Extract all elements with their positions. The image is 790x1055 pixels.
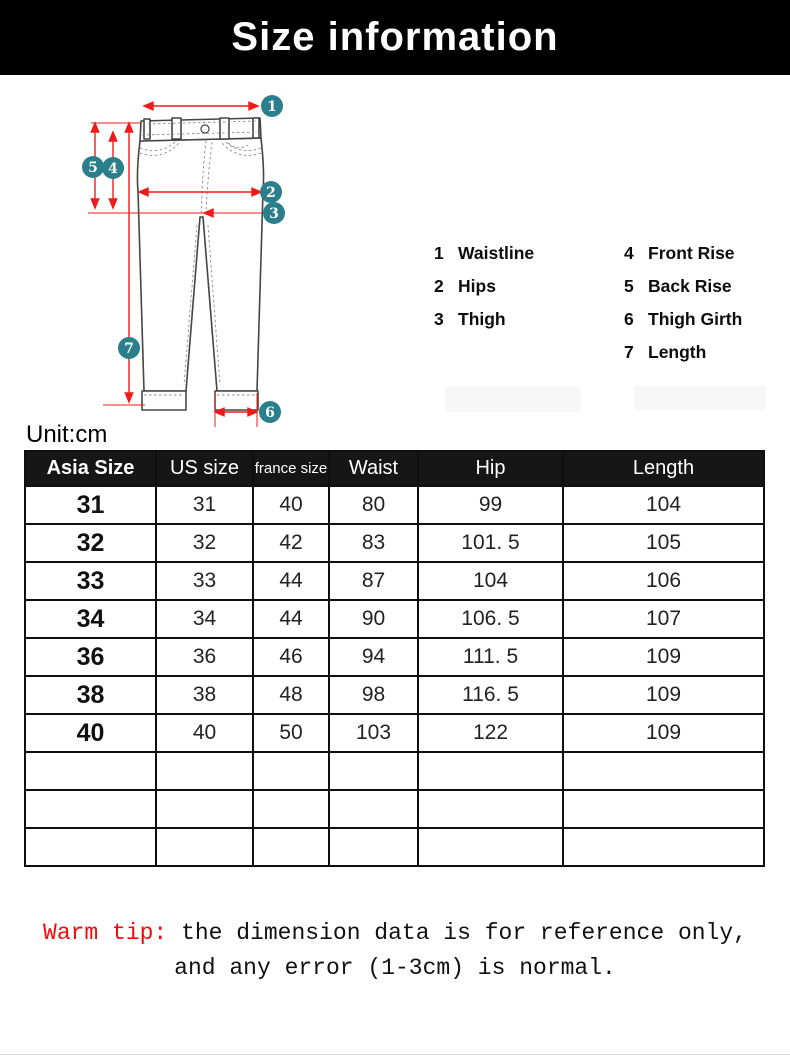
measure-marker-6 xyxy=(259,401,281,423)
legend-right-column xyxy=(624,243,742,375)
size-table-container xyxy=(24,450,765,867)
table-row xyxy=(25,714,764,752)
table-cell xyxy=(329,828,418,866)
table-header-row xyxy=(25,451,764,486)
table-cell: 80 xyxy=(329,486,418,524)
table-cell: 106 xyxy=(563,562,764,600)
legend-item-front-rise xyxy=(624,243,742,264)
table-cell: 98 xyxy=(329,676,418,714)
table-cell: 31 xyxy=(156,486,253,524)
legend-label: Waistline xyxy=(458,243,535,263)
marker-number: 5 xyxy=(88,160,98,176)
table-cell: 38 xyxy=(25,676,156,714)
warm-tip-line-2: and any error (1-3cm) is normal. xyxy=(174,955,616,981)
measure-marker-7 xyxy=(118,337,140,359)
faded-highlight xyxy=(634,386,766,410)
legend-label: Thigh Girth xyxy=(648,309,743,329)
warm-tip-line-1 xyxy=(0,916,790,951)
table-cell: 31 xyxy=(25,486,156,524)
table-cell: 94 xyxy=(329,638,418,676)
table-row xyxy=(25,524,764,562)
pants-measurement-diagram xyxy=(60,85,390,435)
table-cell: 46 xyxy=(253,638,329,676)
table-cell: 87 xyxy=(329,562,418,600)
table-cell xyxy=(156,828,253,866)
marker-number: 2 xyxy=(266,185,276,201)
table-cell xyxy=(25,752,156,790)
table-cell: 109 xyxy=(563,676,764,714)
table-cell xyxy=(418,752,563,790)
measure-marker-3 xyxy=(263,202,285,224)
table-cell: 40 xyxy=(253,486,329,524)
legend-item-length xyxy=(624,342,742,363)
measure-marker-5 xyxy=(82,156,104,178)
legend-number: 6 xyxy=(624,309,634,329)
legend-number: 2 xyxy=(434,276,444,296)
legend-number: 4 xyxy=(624,243,634,263)
warm-tip-text: the dimension data is for reference only, xyxy=(181,920,747,946)
legend-item-waistline xyxy=(434,243,534,264)
table-cell: 109 xyxy=(563,714,764,752)
legend-label: Thigh xyxy=(458,309,506,329)
legend-number: 3 xyxy=(434,309,444,329)
legend-item-back-rise xyxy=(624,276,742,297)
marker-number: 7 xyxy=(124,341,134,357)
legend-number: 5 xyxy=(624,276,634,296)
header-france-size: france size xyxy=(253,451,329,486)
header-hip: Hip xyxy=(418,451,563,486)
table-cell: 33 xyxy=(25,562,156,600)
table-cell: 36 xyxy=(25,638,156,676)
table-cell: 122 xyxy=(418,714,563,752)
table-row xyxy=(25,486,764,524)
table-cell: 83 xyxy=(329,524,418,562)
table-cell: 90 xyxy=(329,600,418,638)
table-cell: 104 xyxy=(563,486,764,524)
table-cell: 105 xyxy=(563,524,764,562)
table-cell xyxy=(156,790,253,828)
page-title: Size information xyxy=(231,15,559,59)
page-header xyxy=(0,0,790,75)
size-table xyxy=(24,450,765,867)
legend-item-thigh-girth xyxy=(624,309,742,330)
warm-tip-label: Warm tip: xyxy=(43,920,168,946)
table-cell xyxy=(156,752,253,790)
table-row xyxy=(25,600,764,638)
table-row xyxy=(25,752,764,790)
unit-label: Unit:cm xyxy=(26,421,108,448)
legend-left-column xyxy=(434,243,534,342)
measure-marker-4 xyxy=(102,157,124,179)
faded-highlight xyxy=(445,386,581,412)
table-cell: 101. 5 xyxy=(418,524,563,562)
table-cell xyxy=(25,828,156,866)
header-us-size: US size xyxy=(156,451,253,486)
table-row xyxy=(25,790,764,828)
table-cell: 44 xyxy=(253,562,329,600)
table-cell xyxy=(563,752,764,790)
table-cell: 103 xyxy=(329,714,418,752)
table-cell: 32 xyxy=(156,524,253,562)
legend-item-hips xyxy=(434,276,534,297)
table-cell xyxy=(253,828,329,866)
header-length: Length xyxy=(563,451,764,486)
table-row xyxy=(25,562,764,600)
legend-item-thigh xyxy=(434,309,534,330)
header-asia-size: Asia Size xyxy=(25,451,156,486)
table-row xyxy=(25,638,764,676)
warm-tip xyxy=(0,916,790,986)
table-cell xyxy=(253,752,329,790)
table-cell: 34 xyxy=(25,600,156,638)
table-cell xyxy=(418,828,563,866)
table-cell: 116. 5 xyxy=(418,676,563,714)
table-cell: 99 xyxy=(418,486,563,524)
table-cell: 40 xyxy=(156,714,253,752)
marker-number: 4 xyxy=(108,161,118,177)
table-cell: 38 xyxy=(156,676,253,714)
measure-marker-1 xyxy=(261,95,283,117)
table-row xyxy=(25,676,764,714)
table-cell: 50 xyxy=(253,714,329,752)
table-cell: 36 xyxy=(156,638,253,676)
legend-number: 1 xyxy=(434,243,444,263)
table-cell: 104 xyxy=(418,562,563,600)
size-table-body xyxy=(25,486,764,866)
table-cell: 32 xyxy=(25,524,156,562)
measure-marker-2 xyxy=(260,181,282,203)
table-cell: 106. 5 xyxy=(418,600,563,638)
legend-label: Hips xyxy=(458,276,496,296)
legend-label: Length xyxy=(648,342,707,362)
marker-number: 3 xyxy=(269,206,279,222)
legend-number: 7 xyxy=(624,342,634,362)
table-cell: 111. 5 xyxy=(418,638,563,676)
table-cell: 34 xyxy=(156,600,253,638)
table-cell: 44 xyxy=(253,600,329,638)
marker-number: 6 xyxy=(265,405,275,421)
table-cell xyxy=(25,790,156,828)
table-cell xyxy=(418,790,563,828)
table-cell xyxy=(563,790,764,828)
table-cell xyxy=(329,752,418,790)
legend-label: Front Rise xyxy=(648,243,735,263)
table-cell: 40 xyxy=(25,714,156,752)
table-cell: 109 xyxy=(563,638,764,676)
marker-number: 1 xyxy=(267,99,277,115)
table-row xyxy=(25,828,764,866)
table-cell xyxy=(563,828,764,866)
header-waist: Waist xyxy=(329,451,418,486)
table-cell xyxy=(329,790,418,828)
table-cell: 107 xyxy=(563,600,764,638)
table-cell xyxy=(253,790,329,828)
legend-label: Back Rise xyxy=(648,276,732,296)
table-cell: 48 xyxy=(253,676,329,714)
pants-drawing xyxy=(137,118,263,410)
table-cell: 33 xyxy=(156,562,253,600)
table-cell: 42 xyxy=(253,524,329,562)
